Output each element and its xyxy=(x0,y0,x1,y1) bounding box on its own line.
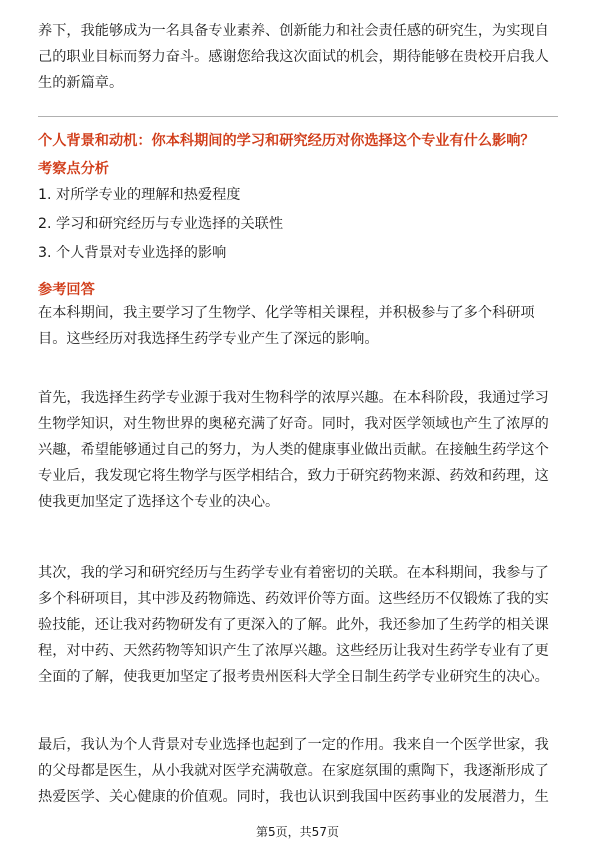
section-divider xyxy=(38,116,558,117)
answer-paragraph: 首先，我选择生药学专业源于我对生物科学的浓厚兴趣。在本科阶段，我通过学习生物学知识，对生物世界的奥秘充满了好奇。同时，我对医学领域也产生了浓厚的兴趣，希望能够通过自己的努力，为人类的健康事业做出贡献。在接触生药学这个专业后，我发现它将生物学与医学相结合，致力于研究药物来源、药效和药理，这使我更加坚定了选择这个专业的决心。 xyxy=(38,390,549,510)
analysis-item: 2. 学习和研究经历与专业选择的关联性 xyxy=(38,216,284,232)
answer-paragraph: 最后，我认为个人背景对专业选择也起到了一定的作用。我来自一个医学世家，我的父母都是医生，从小我就对医学充满敬意。在家庭氛围的熏陶下，我逐渐形成了热爱医学、关心健康的价值观。同时，我也认识到我国中医药事业的发展潜力，生 xyxy=(38,737,549,805)
answer-heading: 参考回答 xyxy=(38,282,95,298)
answer-paragraph: 其次，我的学习和研究经历与生药学专业有着密切的关联。在本科期间，我参与了多个科研项目，其中涉及药物筛选、药效评价等方面。这些经历不仅锻炼了我的实验技能，还让我对药物研发有了更深入的了解。此外，我还参加了生药学的相关课程，对中药、天然药物等知识产生了浓厚兴趣。这些经历让我对生药学专业有了更全面的了解，使我更加坚定了报考贵州医科大学全日制生药学专业研究生的决心。 xyxy=(38,565,549,685)
answer-paragraph: 在本科期间，我主要学习了生物学、化学等相关课程，并积极参与了多个科研项目。这些经历对我选择生药学专业产生了深远的影响。 xyxy=(38,305,535,347)
analysis-item: 3. 个人背景对专业选择的影响 xyxy=(38,245,227,261)
analysis-heading: 考察点分析 xyxy=(38,161,109,177)
page-number: 第5页，共57页 xyxy=(256,825,339,839)
analysis-item: 1. 对所学专业的理解和热爱程度 xyxy=(38,187,241,203)
intro-paragraph: 养下，我能够成为一名具备专业素养、创新能力和社会责任感的研究生，为实现自己的职业目标而努力奋斗。感谢您给我这次面试的机会，期待能够在贵校开启我人生的新篇章。 xyxy=(38,23,549,91)
question-heading: 个人背景和动机：你本科期间的学习和研究经历对你选择这个专业有什么影响？ xyxy=(38,133,535,149)
